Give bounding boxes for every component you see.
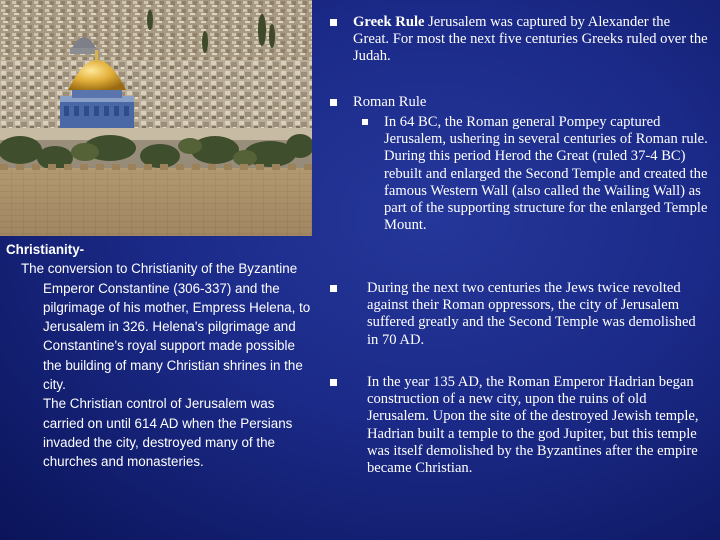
- greek-rule-text: Jerusalem was captured by Alexander the Great. For most the next five centuries Greeks ruled over the Judah.: [353, 14, 708, 65]
- greek-rule-title: Greek Rule: [353, 14, 425, 30]
- hadrian-item-text: In the year 135 AD, the Roman Emperor Hadrian began construction of a new city, upon the ruins of old Jerusalem. Upon the site of the destroyed Jewish temple, Hadrian built a temple to the god Jupiter, but this temple was itself demolished by the Byzantines after the empire became Christian.: [367, 374, 699, 477]
- revolt-item-text: During the next two centuries the Jews twice revolted against their Roman oppressors, the city of Jerusalem suffered greatly and the Second Temple was demolished in 70 AD.: [367, 280, 696, 348]
- roman-rule-title: Roman Rule: [353, 94, 427, 110]
- christianity-heading: Christianity-: [6, 242, 85, 257]
- christianity-paragraph-1: The conversion to Christianity of the Byzantine Emperor Constantine (306-337) and the pilgrimage of his mother, Empress Helena, to Jerusalem in 326. Helena's pilgrimage and Constantine's royal support made possible the building of many Christian shrines in the city.: [21, 261, 311, 393]
- square-bullet-icon: [362, 119, 368, 125]
- square-bullet-icon: [330, 379, 337, 386]
- roman-rule-subitem: [362, 114, 716, 234]
- christianity-paragraph-2: The Christian control of Jerusalem was carried on until 614 AD when the Persians invaded the city, destroyed many of the churches and monasteries.: [43, 396, 293, 470]
- square-bullet-icon: [330, 285, 337, 292]
- jerusalem-photo: [0, 0, 312, 236]
- revolt-item: [330, 280, 699, 349]
- christianity-section: [6, 240, 314, 472]
- roman-rule-subitem-text: In 64 BC, the Roman general Pompey captured Jerusalem, ushering in several centuries of Roman rule. During this period Herod the Great (ruled 37-4 BC) rebuilt and enlarged the Second Temple and created the famous Western Wall (also called the Wailing Wall) as part of the supporting structure for the enlarged Temple Mount.: [384, 114, 708, 234]
- hadrian-item: [330, 374, 699, 477]
- greek-rule-item: [330, 14, 709, 66]
- square-bullet-icon: [330, 99, 337, 106]
- roman-rule-item: [330, 94, 709, 111]
- square-bullet-icon: [330, 19, 337, 26]
